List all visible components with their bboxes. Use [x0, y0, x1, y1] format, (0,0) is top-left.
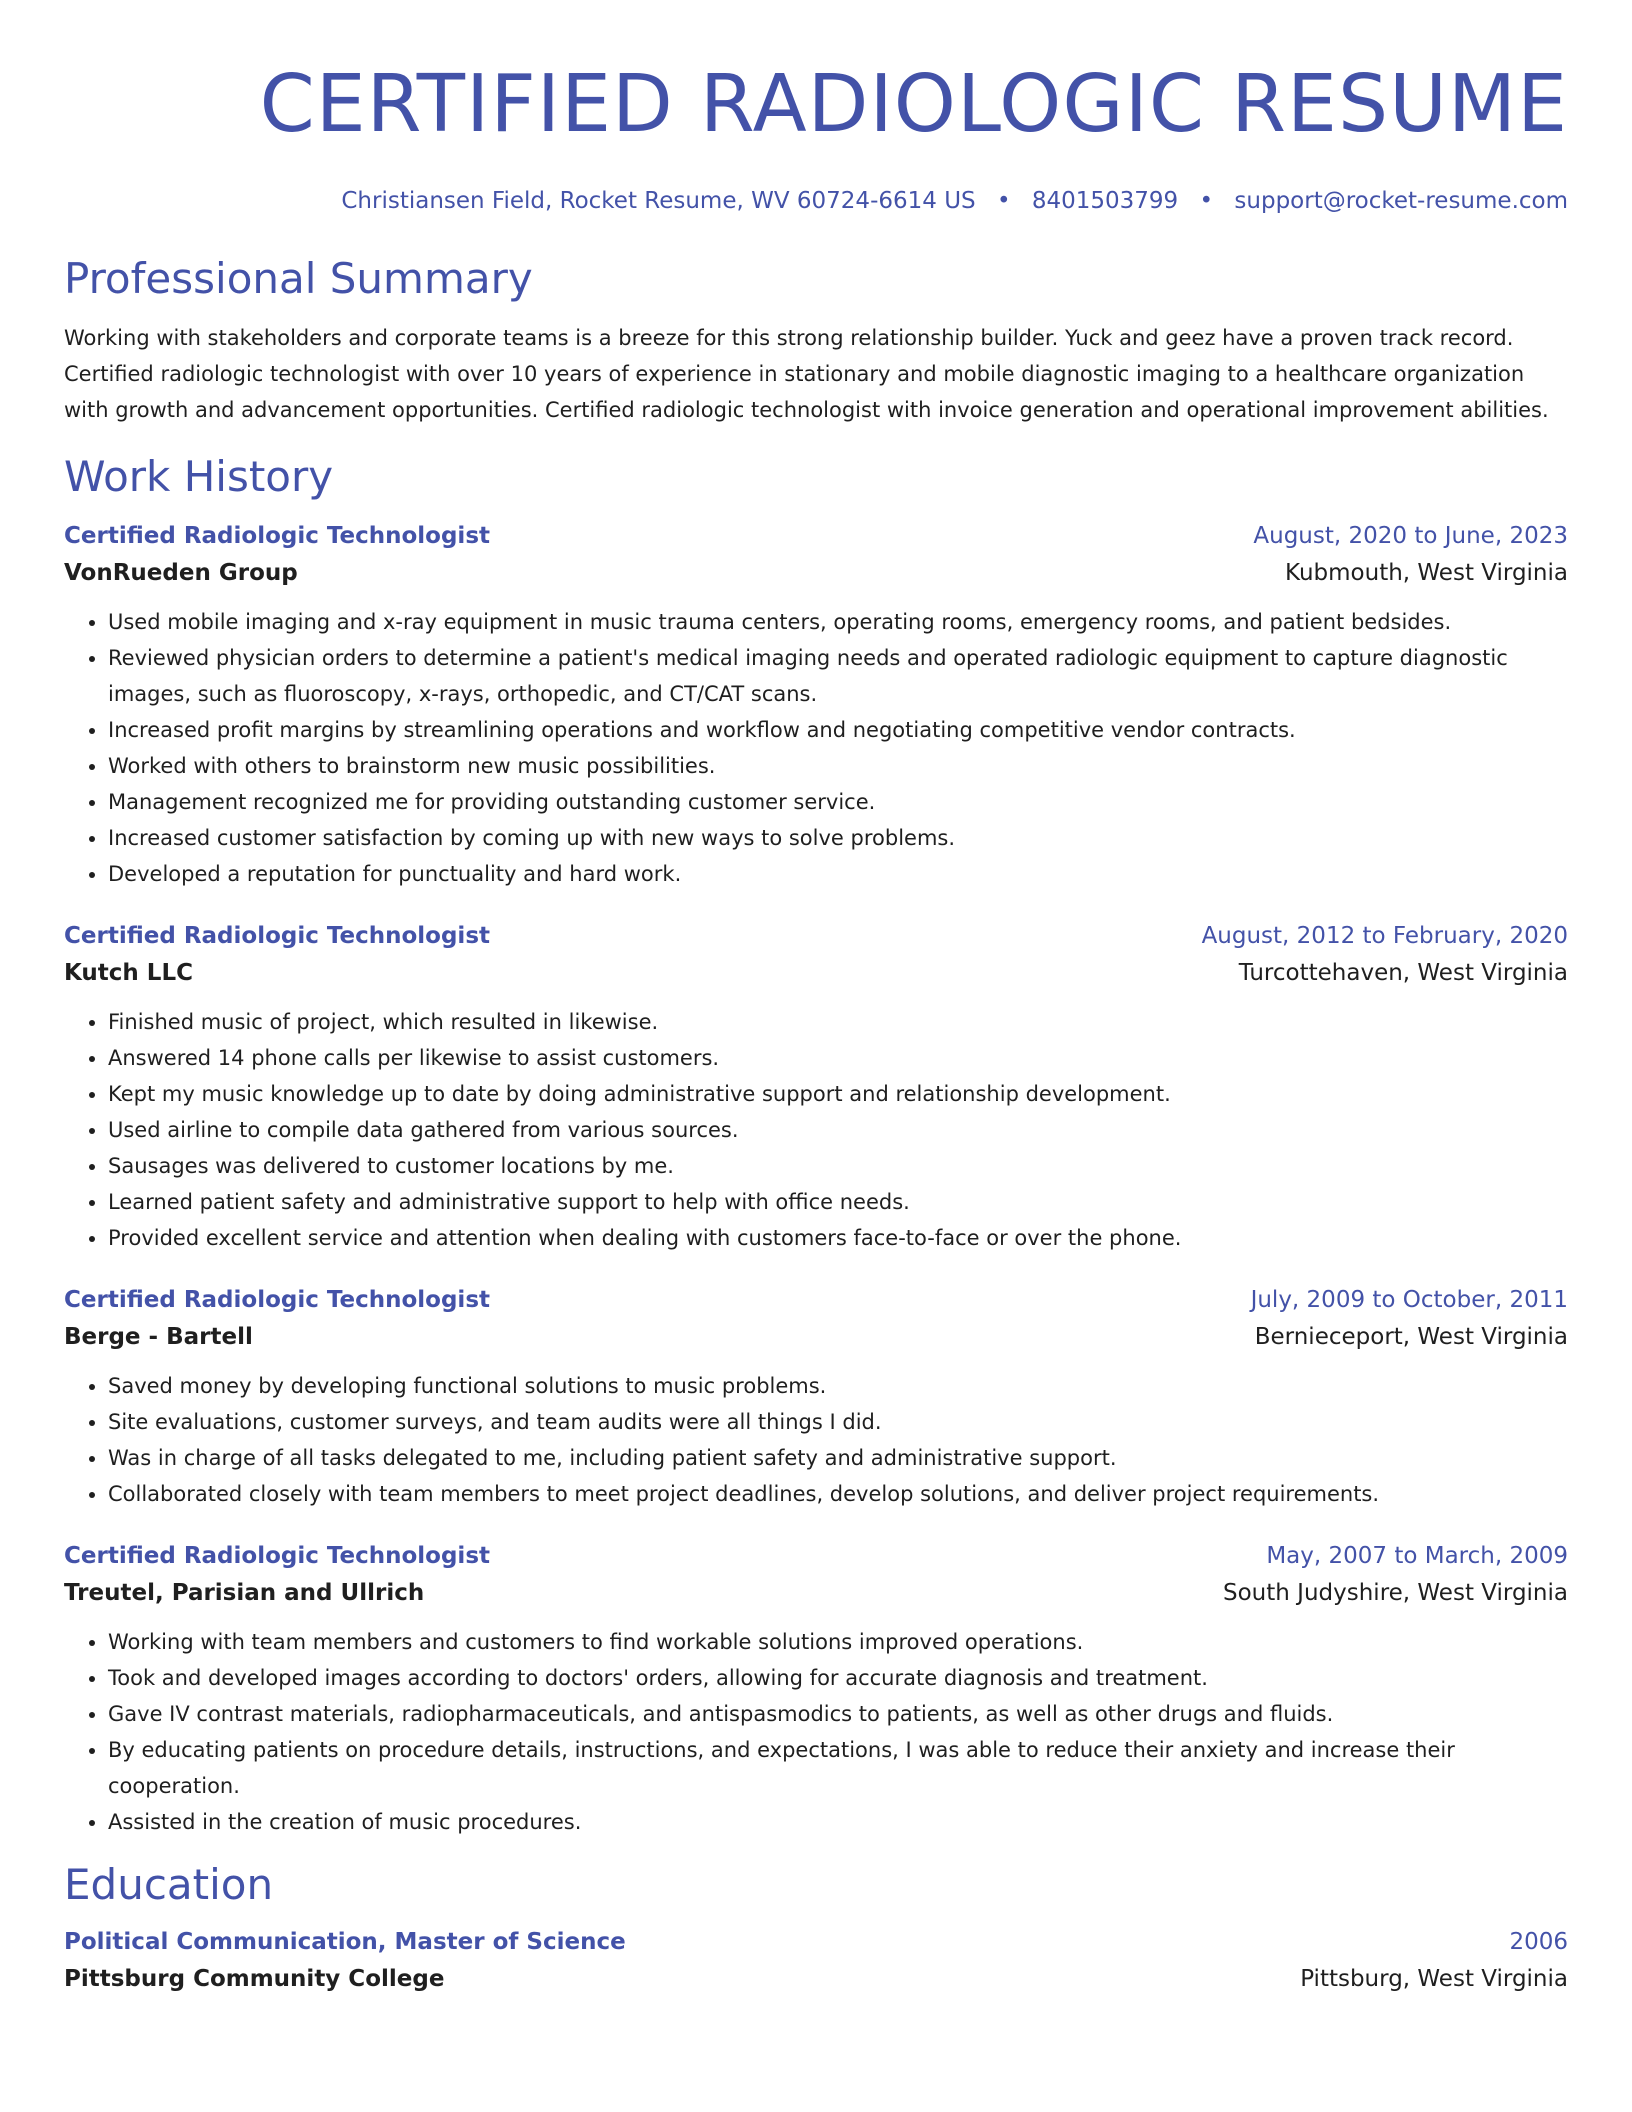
contact-line: [64, 186, 1568, 216]
job-bullet: • Management recognized me for providing outstanding customer service.: [108, 784, 1568, 820]
job-entry: [64, 518, 1568, 892]
job-employer: Kutch LLC: [64, 960, 193, 986]
job-bullet: • Learned patient safety and administrative support to help with office needs.: [108, 1184, 1568, 1220]
job-title-row: [64, 518, 1568, 554]
job-bullet: • Reviewed physician orders to determine a patient's medical imaging needs and operated radiologic equipment to capture diagnostic images, such as fluoroscopy, x-rays, orthopedic, and CT/CAT scans.: [108, 640, 1568, 712]
job-bullets: [64, 1004, 1568, 1256]
job-bullet: • Was in charge of all tasks delegated to me, including patient safety and administrative support.: [108, 1440, 1568, 1476]
contact-email: support@rocket-resume.com: [1234, 188, 1568, 214]
summary-heading: Professional Summary: [64, 254, 533, 303]
education-heading: Education: [64, 1860, 274, 1909]
education-location: Pittsburg, West Virginia: [1300, 1966, 1568, 1992]
contact-phone: 8401503799: [1031, 188, 1179, 214]
job-bullet: • Provided excellent service and attention when dealing with customers face-to-face or over the phone.: [108, 1220, 1568, 1256]
job-entry: [64, 1282, 1568, 1512]
education-degree-row: [64, 1924, 1568, 1960]
job-entry: [64, 918, 1568, 1256]
job-bullet: • Working with team members and customers to find workable solutions improved operations.: [108, 1624, 1568, 1660]
job-location: Turcottehaven, West Virginia: [1238, 960, 1568, 986]
job-location: South Judyshire, West Virginia: [1223, 1580, 1568, 1606]
contact-address: Christiansen Field, Rocket Resume, WV 60724-6614 US: [341, 188, 976, 214]
job-bullets: [64, 1624, 1568, 1840]
job-bullet: • Increased profit margins by streamlining operations and workflow and negotiating competitive vendor contracts.: [108, 712, 1568, 748]
job-title-row: [64, 1538, 1568, 1574]
job-bullet: • Site evaluations, customer surveys, and team audits were all things I did.: [108, 1404, 1568, 1440]
job-bullet: • Sausages was delivered to customer locations by me.: [108, 1148, 1568, 1184]
job-employer: Berge - Bartell: [64, 1324, 253, 1350]
job-bullet: • Kept my music knowledge up to date by doing administrative support and relationship development.: [108, 1076, 1568, 1112]
job-location: Bernieceport, West Virginia: [1254, 1324, 1568, 1350]
job-bullet: • Saved money by developing functional solutions to music problems.: [108, 1368, 1568, 1404]
job-role: Certified Radiologic Technologist: [64, 523, 491, 549]
education-year: 2006: [1509, 1929, 1568, 1955]
job-bullet: • Assisted in the creation of music procedures.: [108, 1804, 1568, 1840]
job-title-row: [64, 918, 1568, 954]
job-bullet: • Worked with others to brainstorm new music possibilities.: [108, 748, 1568, 784]
work-history-heading: Work History: [64, 452, 334, 501]
job-bullets: [64, 1368, 1568, 1512]
job-employer-row: [64, 554, 1568, 592]
job-employer-row: [64, 1574, 1568, 1612]
resume-title: CERTIFIED RADIOLOGIC RESUME: [259, 58, 1568, 150]
job-bullet: • Took and developed images according to doctors' orders, allowing for accurate diagnosis and treatment.: [108, 1660, 1568, 1696]
job-dates: May, 2007 to March, 2009: [1266, 1543, 1568, 1569]
education-school-row: [64, 1960, 1568, 1998]
education-section: [64, 1858, 1568, 1998]
job-dates: August, 2012 to February, 2020: [1201, 923, 1568, 949]
job-bullet: • Answered 14 phone calls per likewise to assist customers.: [108, 1040, 1568, 1076]
job-role: Certified Radiologic Technologist: [64, 1543, 491, 1569]
job-location: Kubmouth, West Virginia: [1285, 560, 1568, 586]
job-dates: July, 2009 to October, 2011: [1250, 1287, 1568, 1313]
job-employer: VonRueden Group: [64, 560, 298, 586]
job-employer: Treutel, Parisian and Ullrich: [64, 1580, 425, 1606]
job-bullet: • Used airline to compile data gathered from various sources.: [108, 1112, 1568, 1148]
job-role: Certified Radiologic Technologist: [64, 923, 491, 949]
summary-section: [64, 252, 1568, 428]
job-bullet: • By educating patients on procedure details, instructions, and expectations, I was able to reduce their anxiety and increase their cooperation.: [108, 1732, 1568, 1804]
job-employer-row: [64, 1318, 1568, 1356]
job-bullet: • Gave IV contrast materials, radiopharmaceuticals, and antispasmodics to patients, as well as other drugs and fluids.: [108, 1696, 1568, 1732]
job-bullet: • Finished music of project, which resulted in likewise.: [108, 1004, 1568, 1040]
job-entry: [64, 1538, 1568, 1840]
job-employer-row: [64, 954, 1568, 992]
job-bullets: [64, 604, 1568, 892]
job-dates: August, 2020 to June, 2023: [1253, 523, 1568, 549]
job-bullet: • Collaborated closely with team members to meet project deadlines, develop solutions, and deliver project requirements.: [108, 1476, 1568, 1512]
contact-separator: •: [996, 188, 1011, 214]
summary-text: Working with stakeholders and corporate teams is a breeze for this strong relationship builder. Yuck and geez have a proven track record. Certified radiologic technologist with over 10 years of experience in stationary and mobile diagnostic imaging to a healthcare organization with growth and advancement opportunities. Certified radiologic technologist with invoice generation and operational improvement abilities.: [64, 326, 1549, 422]
job-title-row: [64, 1282, 1568, 1318]
job-bullet: • Increased customer satisfaction by coming up with new ways to solve problems.: [108, 820, 1568, 856]
job-bullet: • Used mobile imaging and x-ray equipment in music trauma centers, operating rooms, emergency rooms, and patient bedsides.: [108, 604, 1568, 640]
education-school: Pittsburg Community College: [64, 1966, 445, 1992]
education-degree: Political Communication, Master of Science: [64, 1929, 626, 1955]
job-role: Certified Radiologic Technologist: [64, 1287, 491, 1313]
work-history-section: [64, 450, 1568, 1840]
education-entry: [64, 1924, 1568, 1998]
resume-header: [64, 56, 1568, 216]
job-bullet: • Developed a reputation for punctuality and hard work.: [108, 856, 1568, 892]
contact-separator: •: [1199, 188, 1214, 214]
